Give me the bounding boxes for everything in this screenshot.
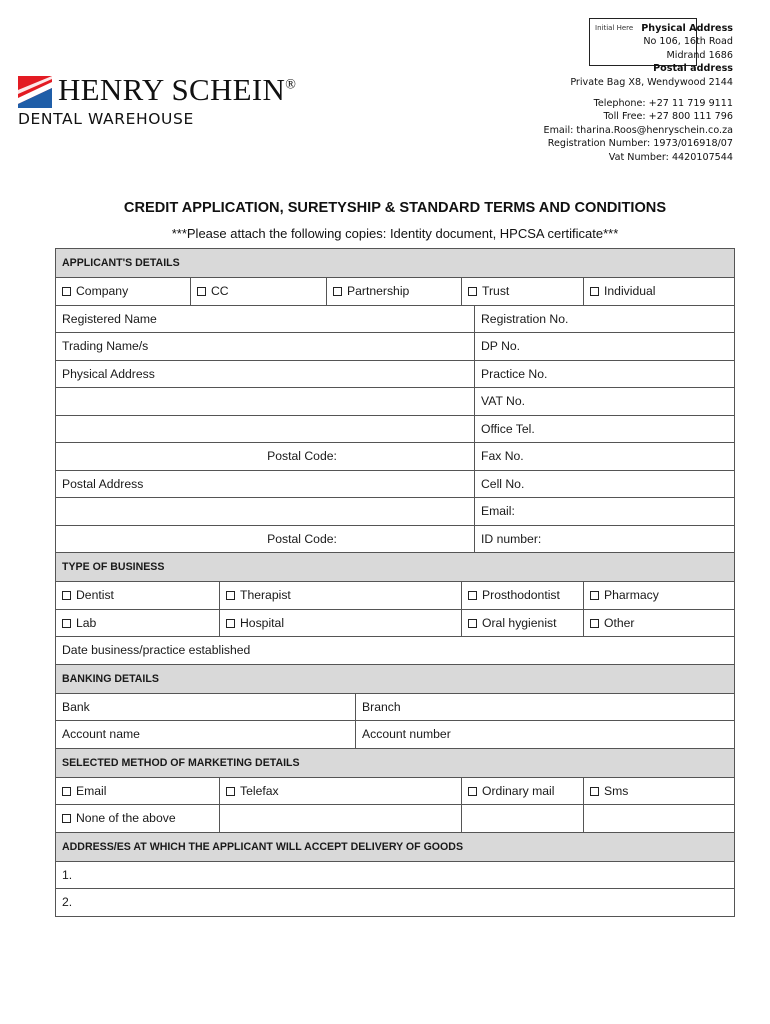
field-office-tel[interactable]: Office Tel.	[475, 415, 735, 443]
checkbox-icon[interactable]	[226, 787, 235, 796]
contact-email: Email: tharina.Roos@henryschein.co.za	[543, 124, 733, 136]
checkbox-marketing-telefax[interactable]: Telefax	[220, 777, 462, 805]
checkbox-icon[interactable]	[197, 287, 206, 296]
checkbox-icon[interactable]	[590, 619, 599, 628]
checkbox-pharmacy[interactable]: Pharmacy	[584, 582, 735, 610]
field-postal-address[interactable]: Postal Address	[56, 470, 475, 498]
field-delivery-address-2[interactable]: 2.	[56, 889, 735, 917]
marketing-empty-cell	[584, 805, 735, 833]
field-physical-address-line2[interactable]	[56, 388, 475, 416]
field-id-number[interactable]: ID number:	[475, 525, 735, 553]
checkbox-icon[interactable]	[62, 619, 71, 628]
field-trading-name[interactable]: Trading Name/s	[56, 333, 475, 361]
postal-address-line1: Private Bag X8, Wendywood 2144	[570, 76, 733, 88]
checkbox-therapist[interactable]: Therapist	[220, 582, 462, 610]
logo-brand-text: HENRY SCHEIN®	[58, 72, 297, 107]
checkbox-marketing-sms[interactable]: Sms	[584, 777, 735, 805]
field-branch[interactable]: Branch	[356, 693, 735, 721]
checkbox-icon[interactable]	[468, 619, 477, 628]
field-bank[interactable]: Bank	[56, 693, 356, 721]
field-email[interactable]: Email:	[475, 498, 735, 526]
field-account-number[interactable]: Account number	[356, 721, 735, 749]
section-delivery-addresses: ADDRESS/ES AT WHICH THE APPLICANT WILL ACCEPT DELIVERY OF GOODS	[56, 832, 735, 861]
checkbox-icon[interactable]	[590, 287, 599, 296]
physical-address-line2: Midrand 1686	[666, 49, 733, 61]
checkbox-icon[interactable]	[62, 591, 71, 600]
field-postal-address-line2[interactable]	[56, 498, 475, 526]
section-marketing-details: SELECTED METHOD OF MARKETING DETAILS	[56, 748, 735, 777]
checkbox-marketing-email[interactable]: Email	[56, 777, 220, 805]
vat-number: Vat Number: 4420107544	[608, 151, 733, 163]
form-table	[55, 248, 735, 917]
company-contact-block	[544, 22, 733, 164]
checkbox-dentist[interactable]: Dentist	[56, 582, 220, 610]
field-postal-code-postal[interactable]: Postal Code:	[56, 525, 475, 553]
checkbox-icon[interactable]	[468, 787, 477, 796]
checkbox-marketing-none[interactable]: None of the above	[56, 805, 220, 833]
checkbox-trust[interactable]: Trust	[462, 278, 584, 306]
checkbox-icon[interactable]	[590, 787, 599, 796]
field-physical-address-line3[interactable]	[56, 415, 475, 443]
field-postal-code-physical[interactable]: Postal Code:	[56, 443, 475, 471]
registration-number: Registration Number: 1973/016918/07	[547, 138, 733, 150]
physical-address-line1: No 106, 16th Road	[643, 36, 733, 48]
checkbox-icon[interactable]	[226, 619, 235, 628]
section-applicant-details: APPLICANT'S DETAILS	[56, 249, 735, 278]
toll-free: Toll Free: +27 800 111 796	[603, 111, 733, 123]
credit-application-form	[55, 248, 734, 917]
checkbox-icon[interactable]	[62, 814, 71, 823]
marketing-empty-cell	[220, 805, 462, 833]
section-banking-details: BANKING DETAILS	[56, 664, 735, 693]
field-registered-name[interactable]: Registered Name	[56, 305, 475, 333]
checkbox-partnership[interactable]: Partnership	[327, 278, 462, 306]
checkbox-lab[interactable]: Lab	[56, 609, 220, 637]
checkbox-individual[interactable]: Individual	[584, 278, 735, 306]
telephone: Telephone: +27 11 719 9111	[593, 98, 733, 110]
checkbox-icon[interactable]	[62, 787, 71, 796]
checkbox-icon[interactable]	[468, 591, 477, 600]
section-type-of-business: TYPE OF BUSINESS	[56, 553, 735, 582]
field-physical-address[interactable]: Physical Address	[56, 360, 475, 388]
henry-schein-logo	[18, 74, 328, 134]
checkbox-oral-hygienist[interactable]: Oral hygienist	[462, 609, 584, 637]
checkbox-hospital[interactable]: Hospital	[220, 609, 462, 637]
checkbox-cc[interactable]: CC	[191, 278, 327, 306]
checkbox-icon[interactable]	[226, 591, 235, 600]
field-delivery-address-1[interactable]: 1.	[56, 861, 735, 889]
field-cell-no[interactable]: Cell No.	[475, 470, 735, 498]
field-registration-no[interactable]: Registration No.	[475, 305, 735, 333]
checkbox-icon[interactable]	[468, 287, 477, 296]
document-title: CREDIT APPLICATION, SURETYSHIP & STANDARD TERMS AND CONDITIONS	[123, 200, 667, 216]
logo-subtitle: DENTAL WAREHOUSE	[18, 110, 194, 128]
logo-mark-icon	[18, 76, 52, 108]
field-vat-no[interactable]: VAT No.	[475, 388, 735, 416]
postal-address-heading: Postal address	[653, 63, 733, 75]
field-date-established[interactable]: Date business/practice established	[56, 637, 735, 665]
checkbox-icon[interactable]	[590, 591, 599, 600]
initial-here-label: Initial Here	[595, 24, 634, 32]
physical-address-heading: Physical Address	[641, 23, 733, 34]
checkbox-icon[interactable]	[333, 287, 342, 296]
marketing-empty-cell	[462, 805, 584, 833]
field-practice-no[interactable]: Practice No.	[475, 360, 735, 388]
checkbox-marketing-ordinary-mail[interactable]: Ordinary mail	[462, 777, 584, 805]
checkbox-icon[interactable]	[62, 287, 71, 296]
field-fax-no[interactable]: Fax No.	[475, 443, 735, 471]
field-dp-no[interactable]: DP No.	[475, 333, 735, 361]
checkbox-company[interactable]: Company	[56, 278, 191, 306]
field-account-name[interactable]: Account name	[56, 721, 356, 749]
checkbox-other[interactable]: Other	[584, 609, 735, 637]
document-subtitle: ***Please attach the following copies: Identity document, HPCSA certificate***	[171, 226, 619, 241]
checkbox-prosthodontist[interactable]: Prosthodontist	[462, 582, 584, 610]
